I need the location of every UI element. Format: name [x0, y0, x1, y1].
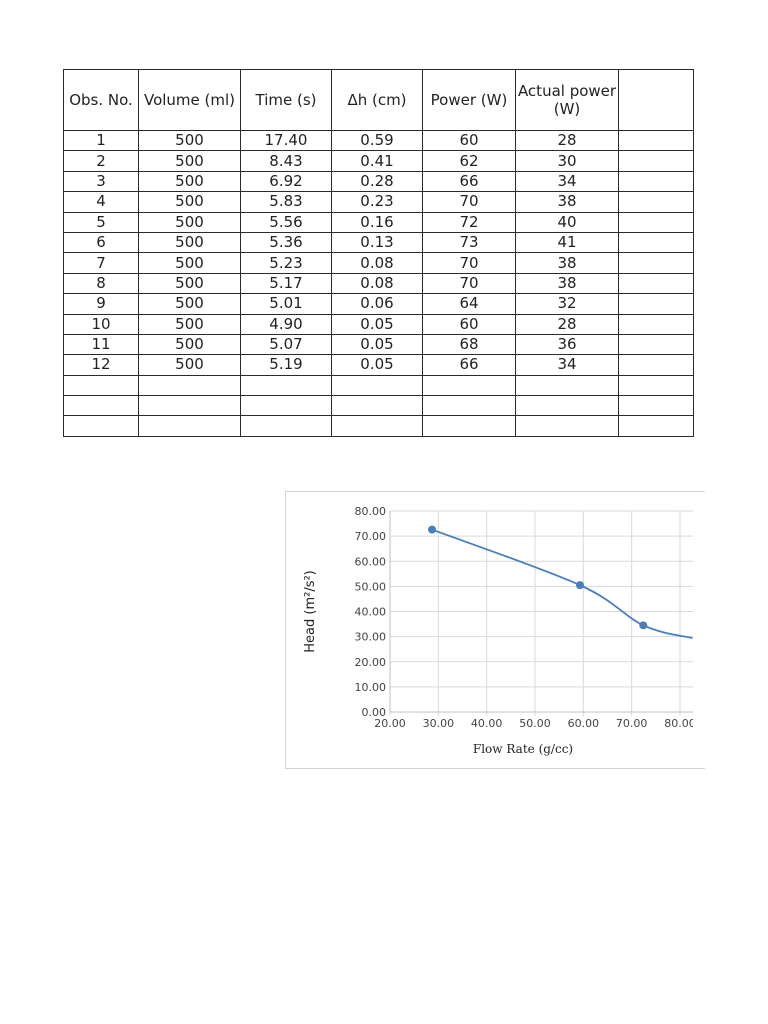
y-tick-label: 20.00	[354, 655, 386, 669]
y-tick-label: 70.00	[354, 530, 386, 544]
table-cell	[619, 131, 694, 151]
table-cell: 40	[516, 212, 619, 232]
table-cell: 28	[516, 131, 619, 151]
table-cell: 38	[516, 192, 619, 212]
table-cell: 73	[423, 232, 516, 252]
table-cell	[423, 375, 516, 395]
x-tick-label: 80.00	[664, 717, 696, 730]
table-cell	[619, 192, 694, 212]
table-body	[64, 131, 694, 437]
table-cell	[423, 396, 516, 416]
table-cell: 34	[516, 171, 619, 191]
table-cell	[619, 375, 694, 395]
table-cell	[64, 416, 139, 436]
table-cell: 500	[139, 294, 241, 314]
x-tick-label: 40.00	[470, 717, 503, 730]
table-cell: 6.92	[241, 171, 332, 191]
table-cell: 5.07	[241, 334, 332, 354]
table-cell	[619, 253, 694, 273]
table-cell: 500	[139, 232, 241, 252]
chart-svg	[285, 491, 696, 771]
y-tick-label: 0.00	[361, 706, 386, 719]
table-cell	[619, 355, 694, 375]
table-header-row	[64, 70, 694, 131]
table-row	[64, 355, 694, 375]
table-cell: 500	[139, 273, 241, 293]
table-cell	[332, 375, 423, 395]
table-cell: 0.23	[332, 192, 423, 212]
table-cell: 0.16	[332, 212, 423, 232]
table-cell	[619, 151, 694, 171]
table-cell: 500	[139, 253, 241, 273]
table-cell	[241, 396, 332, 416]
table-cell	[619, 416, 694, 436]
table-cell: 5.01	[241, 294, 332, 314]
table-cell: 500	[139, 355, 241, 375]
x-tick-label: 20.00	[374, 717, 406, 730]
table-cell: 500	[139, 192, 241, 212]
table-cell: 8.43	[241, 151, 332, 171]
table-cell: 38	[516, 253, 619, 273]
y-tick-label: 60.00	[354, 555, 386, 569]
table-cell: 0.05	[332, 334, 423, 354]
table-cell: 5.23	[241, 253, 332, 273]
table-cell	[619, 396, 694, 416]
table-row	[64, 192, 694, 212]
table-cell	[619, 314, 694, 334]
table-cell: 0.05	[332, 355, 423, 375]
table-cell: 66	[423, 171, 516, 191]
table-cell: 10	[64, 314, 139, 334]
table-cell: 5.19	[241, 355, 332, 375]
x-tick-label: 50.00	[519, 717, 551, 730]
table-cell: 500	[139, 131, 241, 151]
table-cell	[139, 416, 241, 436]
table-cell: 1	[64, 131, 139, 151]
table-cell	[423, 416, 516, 436]
table-cell	[619, 273, 694, 293]
header-empty	[619, 70, 694, 131]
table-cell: 0.41	[332, 151, 423, 171]
table-cell: 32	[516, 294, 619, 314]
table-cell: 5.83	[241, 192, 332, 212]
table-row	[64, 375, 694, 395]
table-cell	[64, 396, 139, 416]
table-cell: 500	[139, 212, 241, 232]
table-cell: 0.05	[332, 314, 423, 334]
data-point	[576, 582, 583, 589]
table-cell: 0.59	[332, 131, 423, 151]
table-cell	[619, 232, 694, 252]
table-cell: 30	[516, 151, 619, 171]
table-cell: 500	[139, 334, 241, 354]
table-cell: 8	[64, 273, 139, 293]
table-cell: 5	[64, 212, 139, 232]
table-cell: 60	[423, 314, 516, 334]
table-cell: 38	[516, 273, 619, 293]
table-cell: 5.36	[241, 232, 332, 252]
table-cell: 0.06	[332, 294, 423, 314]
table-cell	[241, 375, 332, 395]
header-volume: Volume (ml)	[139, 70, 241, 131]
table-row	[64, 171, 694, 191]
header-obs-no: Obs. No.	[64, 70, 139, 131]
table-cell	[619, 212, 694, 232]
table-row	[64, 334, 694, 354]
table-cell: 64	[423, 294, 516, 314]
table-cell	[516, 375, 619, 395]
header-delta-h: Δh (cm)	[332, 70, 423, 131]
table-cell: 72	[423, 212, 516, 232]
table-cell: 0.08	[332, 273, 423, 293]
y-tick-label: 30.00	[354, 630, 386, 644]
table-row	[64, 294, 694, 314]
table-row	[64, 396, 694, 416]
header-actual-power: Actual power (W)	[516, 70, 619, 131]
table-cell: 36	[516, 334, 619, 354]
y-tick-label: 50.00	[354, 580, 386, 594]
table-cell: 0.13	[332, 232, 423, 252]
table-cell: 41	[516, 232, 619, 252]
table-cell: 70	[423, 273, 516, 293]
table-cell: 66	[423, 355, 516, 375]
table-cell: 9	[64, 294, 139, 314]
table-cell: 17.40	[241, 131, 332, 151]
table-cell	[619, 171, 694, 191]
table-cell: 62	[423, 151, 516, 171]
table-row	[64, 131, 694, 151]
x-axis-title: Flow Rate (g/cc)	[472, 742, 574, 756]
x-tick-label: 30.00	[422, 717, 455, 730]
chart-area	[285, 491, 696, 771]
table-row	[64, 273, 694, 293]
data-table	[63, 69, 694, 437]
table-cell: 60	[423, 131, 516, 151]
table-cell	[619, 334, 694, 354]
table-cell	[139, 396, 241, 416]
table-cell: 34	[516, 355, 619, 375]
table-cell: 6	[64, 232, 139, 252]
table-cell: 5.17	[241, 273, 332, 293]
table-row	[64, 416, 694, 436]
table-cell: 5.56	[241, 212, 332, 232]
header-time: Time (s)	[241, 70, 332, 131]
table-row	[64, 253, 694, 273]
y-tick-label: 40.00	[354, 605, 386, 619]
table-cell: 70	[423, 253, 516, 273]
x-tick-label: 60.00	[567, 717, 600, 730]
table-cell: 4.90	[241, 314, 332, 334]
table-cell: 4	[64, 192, 139, 212]
data-point	[429, 526, 436, 533]
table-cell: 500	[139, 151, 241, 171]
table-cell	[332, 396, 423, 416]
data-point	[640, 622, 647, 629]
table-row	[64, 232, 694, 252]
table-row	[64, 151, 694, 171]
table-cell: 0.08	[332, 253, 423, 273]
table-cell	[139, 375, 241, 395]
table-cell: 500	[139, 171, 241, 191]
table-cell	[241, 416, 332, 436]
y-axis-title: Head (m²/s²)	[303, 570, 318, 653]
table-cell: 28	[516, 314, 619, 334]
table-cell: 7	[64, 253, 139, 273]
table-cell: 2	[64, 151, 139, 171]
table-cell: 11	[64, 334, 139, 354]
table-cell	[516, 396, 619, 416]
table-cell: 68	[423, 334, 516, 354]
y-tick-label: 10.00	[354, 680, 386, 694]
x-tick-label: 70.00	[615, 717, 648, 730]
table-cell: 500	[139, 314, 241, 334]
table-cell: 3	[64, 171, 139, 191]
table-cell: 12	[64, 355, 139, 375]
table-row	[64, 212, 694, 232]
table-cell: 70	[423, 192, 516, 212]
series-line	[432, 530, 693, 639]
table-cell	[332, 416, 423, 436]
header-power: Power (W)	[423, 70, 516, 131]
y-tick-label: 80.00	[354, 505, 386, 518]
table-cell	[619, 294, 694, 314]
table-row	[64, 314, 694, 334]
table-cell	[516, 416, 619, 436]
table-cell	[64, 375, 139, 395]
table-cell: 0.28	[332, 171, 423, 191]
